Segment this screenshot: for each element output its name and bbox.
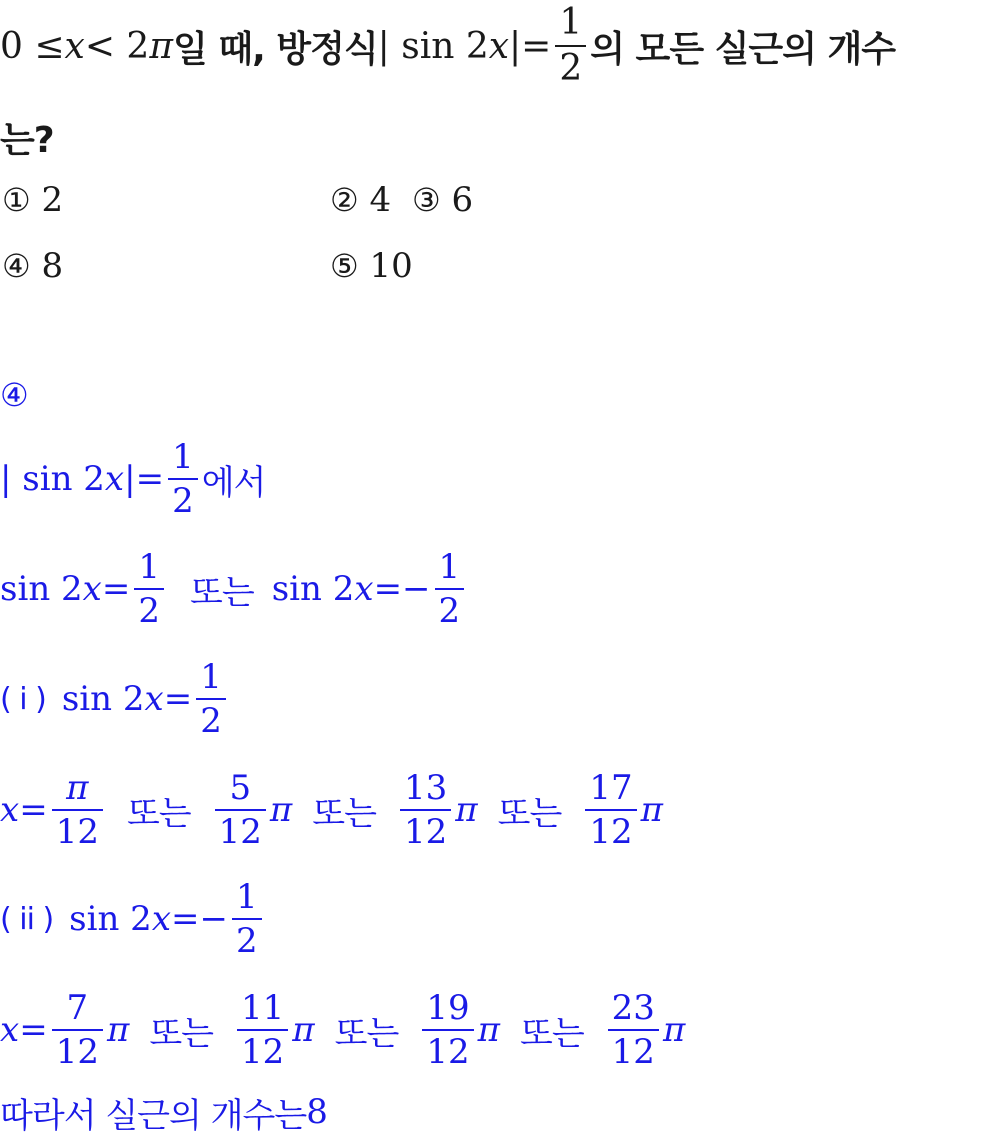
fraction-numerator: 11: [241, 988, 285, 1028]
math-variable: x: [144, 679, 164, 719]
math-text: < 2: [84, 25, 150, 67]
case-label: ( ii ): [0, 901, 54, 937]
math-pi: π: [269, 790, 293, 830]
option-value: 6: [451, 180, 474, 220]
fraction-denominator: 2: [555, 45, 586, 87]
math-variable: x: [104, 459, 125, 499]
fraction-denominator: 2: [196, 698, 226, 738]
math-text: =: [101, 569, 131, 609]
problem-line-2: [0, 112, 54, 162]
solution-case-2: [0, 878, 266, 960]
fraction: [52, 988, 103, 1072]
math-pi: π: [640, 790, 663, 830]
math-text: =−: [171, 899, 228, 939]
fraction-denominator: 12: [237, 1029, 288, 1069]
fraction-denominator: 12: [52, 1029, 103, 1069]
math-variable: x: [82, 569, 102, 609]
fraction: [585, 768, 636, 852]
fraction-numerator: 1: [438, 547, 461, 587]
math-pi: π: [477, 1010, 500, 1050]
option-mark: ①: [2, 181, 31, 219]
fraction-denominator: 2: [232, 918, 262, 958]
solution-korean-text: 따라서 실근의 개수는: [0, 1095, 307, 1136]
solution-korean-text: 또는: [149, 1013, 214, 1054]
solution-step-2: [0, 548, 468, 630]
math-text: =: [19, 790, 48, 830]
fraction-numerator: 1: [200, 657, 222, 697]
fraction-denominator: 2: [168, 478, 198, 518]
math-text: sin 2: [61, 679, 145, 719]
fraction: [435, 547, 465, 631]
fraction-numerator: π: [66, 768, 89, 808]
math-text: sin 2: [0, 569, 83, 609]
math-text: | sin 2: [377, 25, 489, 67]
fraction-numerator: 19: [426, 988, 470, 1028]
answer-mark-text: ④: [0, 376, 29, 414]
fraction: [196, 657, 226, 741]
fraction-numerator: 5: [229, 768, 252, 808]
math-pi: π: [662, 1010, 686, 1050]
solution-korean-text: 또는: [519, 1013, 584, 1054]
fraction-denominator: 12: [422, 1029, 473, 1069]
fraction-denominator: 12: [400, 809, 451, 849]
fraction-denominator: 12: [52, 809, 103, 849]
fraction: [237, 988, 288, 1072]
option-mark: ③: [412, 181, 441, 219]
option-value: 4: [369, 180, 392, 220]
fraction: [608, 988, 659, 1072]
solution-case-2-roots: [0, 988, 685, 1072]
math-variable: x: [0, 790, 20, 830]
math-variable: x: [64, 25, 85, 67]
math-pi: π: [455, 790, 478, 830]
fraction-numerator: 1: [559, 2, 583, 43]
math-pi: π: [292, 1010, 315, 1050]
fraction-numerator: 1: [236, 877, 258, 917]
fraction: [422, 988, 473, 1072]
case-label: ( i ): [0, 681, 46, 717]
fraction-numerator: 7: [66, 988, 89, 1028]
math-variable: x: [0, 1010, 20, 1050]
math-text: 0 ≤: [0, 25, 65, 67]
problem-korean-text: 일 때, 방정식: [173, 28, 378, 70]
solution-conclusion: [0, 1090, 328, 1134]
math-text: =: [163, 679, 193, 719]
math-text: =−: [373, 569, 431, 609]
option-value: 8: [41, 246, 64, 286]
solution-case-1: [0, 658, 230, 740]
fraction: [168, 437, 198, 521]
fraction-denominator: 12: [585, 809, 636, 849]
option-5: [330, 246, 413, 286]
math-pi: π: [106, 1010, 130, 1050]
solution-step-1: [0, 438, 265, 520]
fraction-numerator: 1: [138, 547, 160, 587]
fraction-denominator: 12: [215, 809, 266, 849]
option-2: [330, 180, 391, 220]
problem-line-1: [0, 2, 896, 89]
option-mark: ②: [330, 181, 359, 219]
fraction-numerator: 17: [589, 768, 633, 808]
math-text: =: [19, 1010, 48, 1050]
option-4: [2, 246, 63, 286]
fraction-numerator: 1: [172, 437, 194, 477]
math-text: |=: [124, 459, 165, 499]
problem-korean-text: 는?: [0, 119, 54, 161]
option-mark: ⑤: [330, 247, 359, 285]
solution-korean-text: 또는: [126, 793, 191, 834]
option-3: [412, 180, 473, 220]
problem-korean-text: 의 모든 실근의 개수: [590, 28, 896, 70]
option-value: 2: [41, 180, 64, 220]
fraction: [215, 768, 266, 852]
math-pi: π: [149, 25, 174, 67]
solution-korean-text: 또는: [190, 572, 254, 613]
fraction: [134, 547, 164, 631]
math-text: sin 2: [271, 569, 355, 609]
answer-mark: [0, 372, 29, 418]
math-variable: x: [151, 899, 172, 939]
fraction-numerator: 13: [403, 768, 448, 808]
option-value: 10: [369, 246, 413, 286]
fraction: [555, 2, 586, 89]
solution-korean-text: 또는: [497, 793, 562, 834]
math-text: | sin 2: [0, 459, 105, 499]
final-answer-value: 8: [306, 1092, 328, 1132]
option-mark: ④: [2, 247, 31, 285]
math-text: |=: [509, 25, 552, 67]
fraction: [232, 877, 262, 961]
solution-korean-text: 또는: [334, 1013, 399, 1054]
fraction-denominator: 2: [134, 588, 164, 628]
math-variable: x: [488, 25, 510, 67]
solution-korean-text: 에서: [201, 462, 266, 503]
solution-korean-text: 또는: [312, 793, 376, 834]
fraction-denominator: 12: [608, 1029, 659, 1069]
fraction-denominator: 2: [435, 588, 465, 628]
math-variable: x: [354, 569, 374, 609]
option-1: [2, 180, 63, 220]
solution-case-1-roots: [0, 768, 663, 852]
math-text: sin 2: [69, 899, 152, 939]
fraction: [400, 768, 451, 852]
fraction: [52, 768, 103, 852]
fraction-numerator: 23: [611, 988, 655, 1028]
